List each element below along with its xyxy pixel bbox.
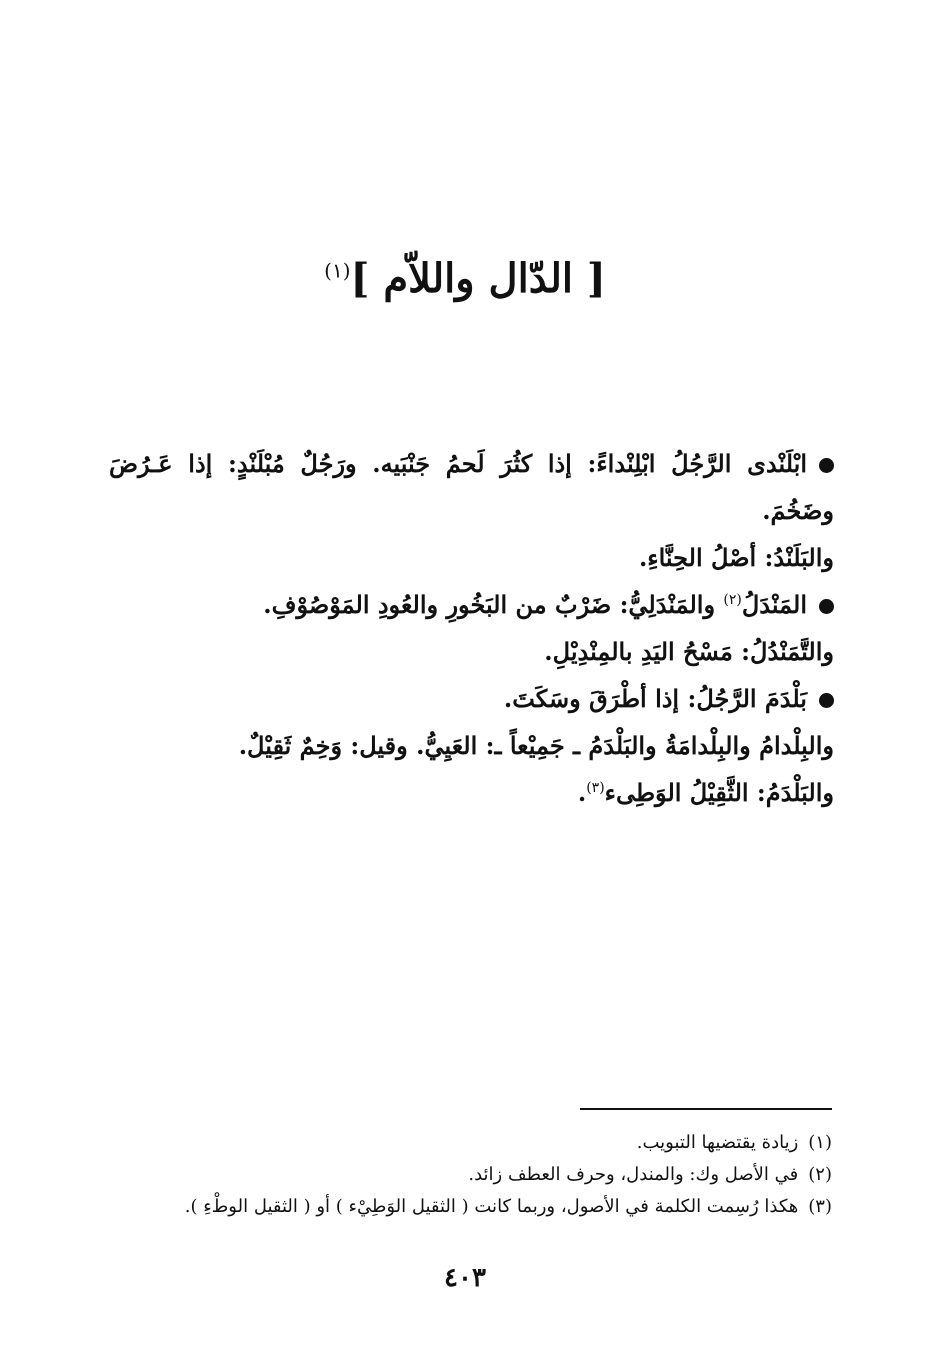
entry-bildam [109, 722, 834, 769]
entry-balanda [109, 534, 834, 581]
entry-text: بَلْدَمَ الرَّجُلُ: إذا أطْرَقَ وسَكَتَ. [503, 684, 807, 713]
entry-text: ابْلَنْدى الرَّجُلُ ابْلِنْداءً: إذا كثُرَ لَحمُ جَنْبَيه. ورَجُلٌ مُبْلَنْدٍ: إذا عَـرُضَ وضَخُمَ. [109, 449, 834, 525]
entry-text: والبَلْدَمُ: الثَّقِيْلُ الوَطِىء [604, 778, 834, 807]
bullet-icon [819, 599, 834, 614]
entry-text: . [577, 778, 587, 807]
footnote-number: (٢) [808, 1164, 832, 1185]
chapter-title [0, 255, 930, 303]
entry-text: والبَلَنْدُ: أصْلُ الحِنَّاءِ. [638, 543, 834, 572]
entry-text: والمَنْدَلِيُّ: ضَرْبٌ من البَخُورِ والعُودِ المَوْصُوْفِ. [263, 590, 724, 619]
footnote-text: هكذا رُسِمت الكلمة في الأصول، وربما كانت ( الثقيل الوَطِيْء ) أو ( الثقيل الوطْءِ ). [184, 1196, 799, 1217]
footnote-number: (١) [808, 1132, 832, 1153]
footnote-number: (٣) [808, 1196, 832, 1217]
footnote-ref: (٣) [586, 780, 605, 796]
entry-baldama [109, 675, 834, 722]
footnote-divider [580, 1108, 832, 1110]
entry-tamandul [109, 628, 834, 675]
footnote-1 [112, 1127, 832, 1159]
page-number: ٤٠٣ [444, 1263, 486, 1293]
chapter-title-note-ref: (١) [324, 258, 351, 283]
entry-text: المَنْدَلُ [741, 590, 807, 619]
footnote-text: زيادة يقتضيها التبويب. [636, 1132, 799, 1153]
footnote-3 [112, 1191, 832, 1223]
entry-text: والبِلْدامُ والبِلْدامَةُ والبَلْدَمُ ـ جَمِيْعاً ـ: العَيِيُّ. وقيل: وَخِمٌ ثَقِيْلٌ. [238, 731, 834, 760]
footnotes [112, 1127, 832, 1223]
bullet-icon [819, 693, 834, 708]
bullet-icon [819, 458, 834, 473]
entry-ablanda [109, 440, 834, 534]
footnote-text: في الأصل وك: والمندل، وحرف العطف زائد. [468, 1164, 799, 1185]
footnote-2 [112, 1159, 832, 1191]
footnote-ref: (٢) [723, 592, 742, 608]
chapter-title-text: [ الدّال واللاّم ] [350, 254, 606, 302]
entry-mandal [109, 581, 834, 628]
entry-text: والتَّمَنْدُلُ: مَسْحُ اليَدِ بالمِنْدِيْلِ. [544, 637, 834, 666]
entry-baldam-heavy [109, 769, 834, 816]
entries-body [109, 440, 834, 816]
